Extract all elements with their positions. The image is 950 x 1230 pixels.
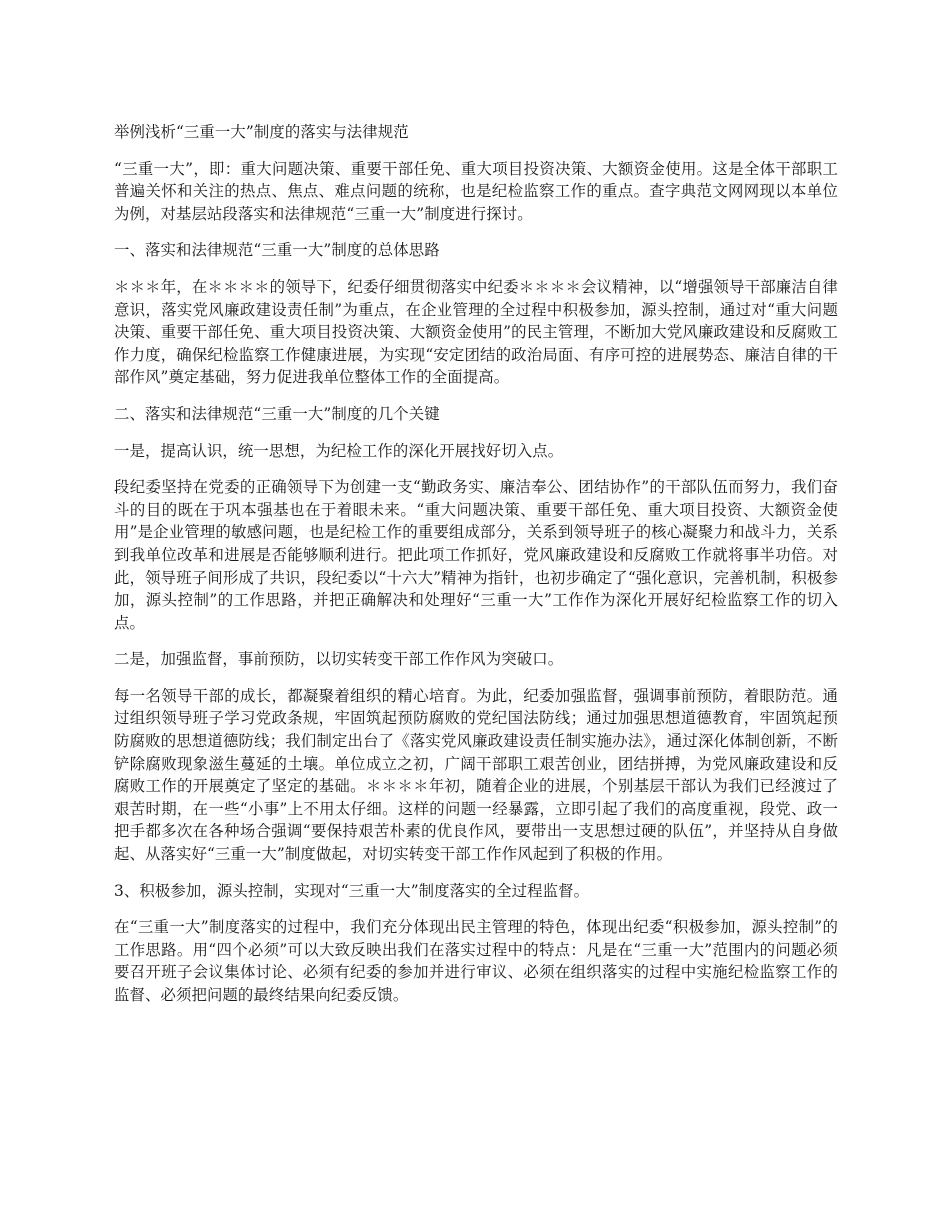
body-paragraph: 每一名领导干部的成长，都凝聚着组织的精心培育。为此，纪委加强监督，强调事前预防，着眼防范。通过组织领导班子学习党政条规，牢固筑起预防腐败的党纪国法防线；通过加强思想道德教育，牢固筑起预防腐败的思想道德防线；我们制定出台了《落实党风廉政建设责任制实施办法》，通过深化体制创新，不断铲除腐败现象滋生蔓延的土壤。单位成立之初，广阔干部职工艰苦创业，团结拼搏，为党风廉政建设和反腐败工作的开展奠定了坚定的基础。＊＊＊＊年初，随着企业的进展，个别基层干部认为我们已经渡过了艰苦时期，在一些“小事”上不用太仔细。这样的问题一经暴露，立即引起了我们的高度重视，段党、政一把手都多次在各种场合强调“要保持艰苦朴素的优良作风，要带出一支思想过硬的队伍”，并坚持从自身做起、从落实好“三重一大”制度做起，对切实转变干部工作作风起到了积极的作用。 — [114, 686, 838, 864]
intro-paragraph: “三重一大”，即：重大问题决策、重要干部任免、重大项目投资决策、大额资金使用。这是全体干部职工普遍关怀和关注的热点、焦点、难点问题的统称，也是纪检监察工作的重点。查字典范文网网现以本单位为例，对基层站段落实和法律规范“三重一大”制度进行探讨。 — [114, 159, 838, 223]
point-heading-2: 二是，加强监督，事前预防，以切实转变干部工作作风为突破口。 — [114, 650, 564, 669]
body-paragraph: ＊＊＊年，在＊＊＊＊的领导下，纪委仔细贯彻落实中纪委＊＊＊＊会议精神，以“增强领导干部廉洁自律意识，落实党风廉政建设责任制”为重点，在企业管理的全过程中积极参加，源头控制，通过对“重大问题决策、重要干部任免、重大项目投资决策、大额资金使用”的民主管理，不断加大党风廉政建设和反腐败工作力度，确保纪检监察工作健康进展，为实现“安定团结的政治局面、有序可控的进展势态、廉洁自律的干部作风”奠定基础，努力促进我单位整体工作的全面提高。 — [114, 277, 838, 387]
document-title: 举例浅析“三重一大”制度的落实与法律规范 — [114, 123, 409, 141]
point-heading-3: 3、积极参加，源头控制，实现对“三重一大”制度落实的全过程监督。 — [114, 881, 590, 900]
point-heading-1: 一是，提高认识，统一思想，为纪检工作的深化开展找好切入点。 — [114, 441, 564, 460]
body-paragraph: 段纪委坚持在党委的正确领导下为创建一支“勤政务实、廉洁奉公、团结协作”的干部队伍而努力，我们奋斗的目的既在于巩本强基也在于着眼未来。“重大问题决策、重要干部任免、重大项目投资、大额资金使用”是企业管理的敏感问题，也是纪检工作的重要组成部分，关系到领导班子的核心凝聚力和战斗力，关系到我单位改革和进展是否能够顺利进行。把此项工作抓好，党风廉政建设和反腐败工作就将事半功倍。对此，领导班子间形成了共识，段纪委以“十六大”精神为指针，也初步确定了“强化意识，完善机制，积极参加，源头控制”的工作思路，并把正确解决和处理好“三重一大”工作作为深化开展好纪检监察工作的切入点。 — [114, 478, 838, 632]
document-body — [114, 121, 838, 1021]
body-paragraph: 在“三重一大”制度落实的过程中，我们充分体现出民主管理的特色，体现出纪委“积极参加，源头控制”的工作思路。用“四个必须”可以大致反映出我们在落实过程中的特点：凡是在“三重一大”范围内的问题必须要召开班子会议集体讨论、必须有纪委的参加并进行审议、必须在组织落实的过程中实施纪检监察工作的监督、必须把问题的最终结果向纪委反馈。 — [114, 918, 838, 1004]
section-heading-1: 一、落实和法律规范“三重一大”制度的总体思路 — [114, 241, 440, 260]
section-heading-2: 二、落实和法律规范“三重一大”制度的几个关键 — [114, 404, 440, 423]
